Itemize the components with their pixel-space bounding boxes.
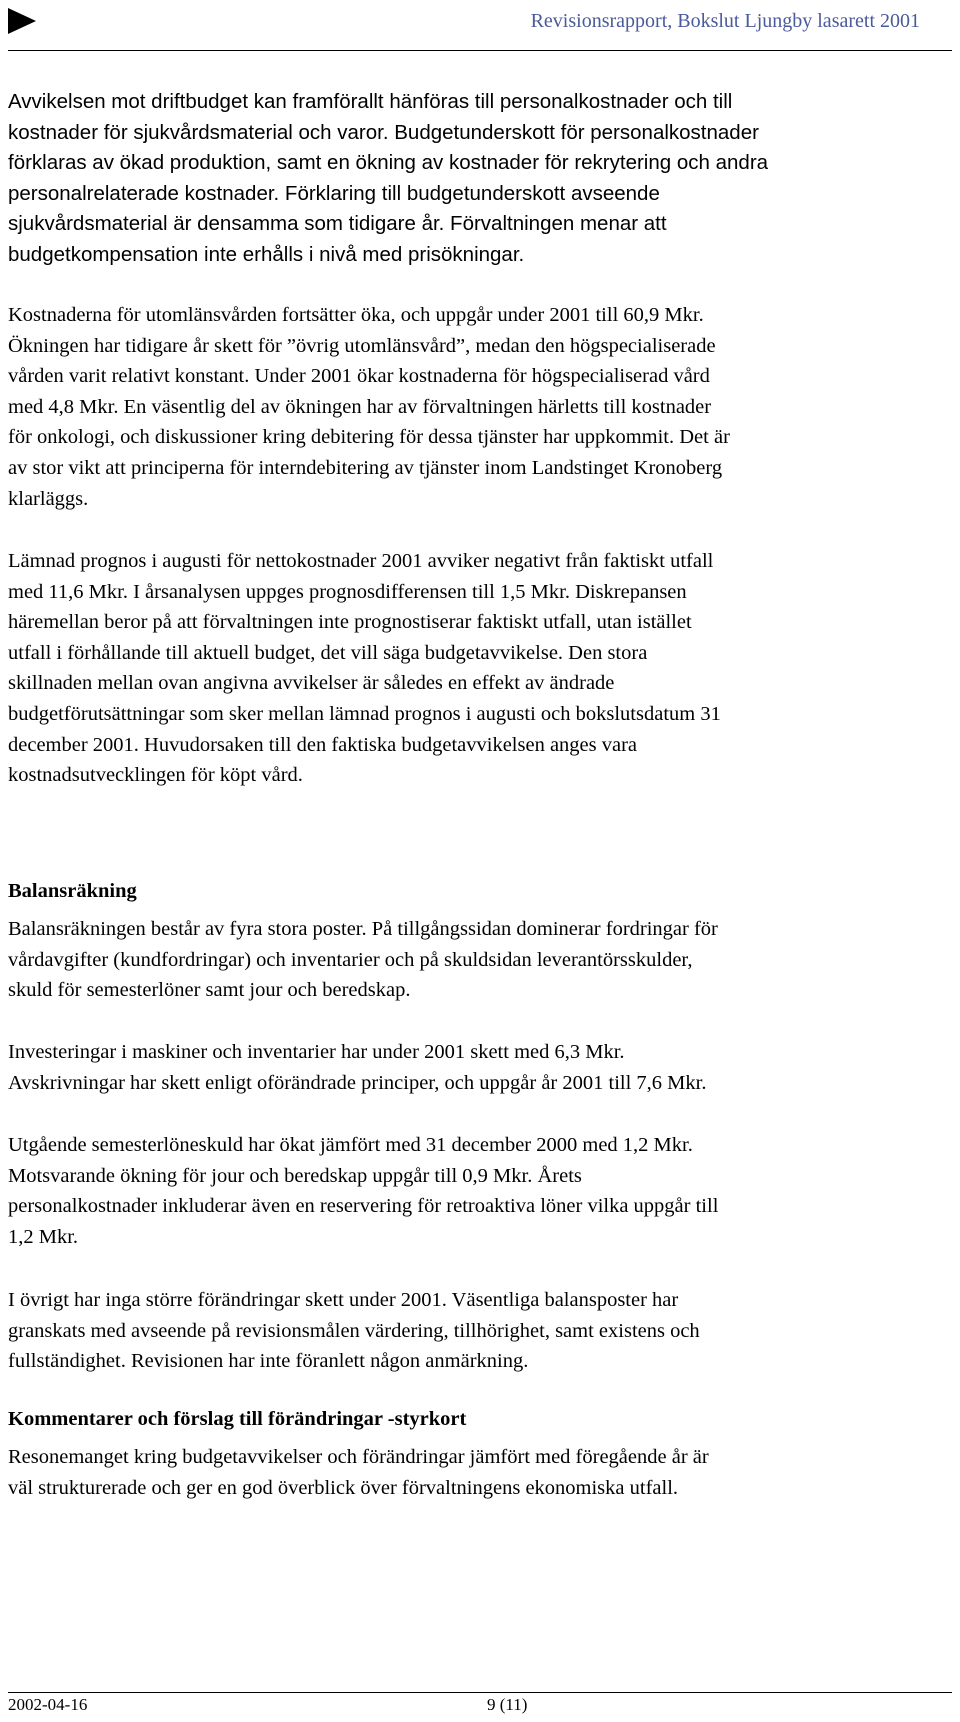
heading-comments: Kommentarer och förslag till förändringar -styrkort	[8, 1408, 467, 1430]
paragraph-forecast	[8, 546, 956, 791]
text-line: vårdavgifter (kundfordringar) och inventarier och på skuldsidan leverantörsskulder,	[8, 948, 693, 971]
text-line: förklaras av ökad produktion, samt en ökning av kostnader för rekrytering och andra	[8, 151, 769, 175]
text-line: budgetkompensation inte erhålls i nivå med prisökningar.	[8, 242, 525, 266]
text-line: klarläggs.	[8, 487, 89, 510]
text-line: skuld för semesterlöner samt jour och beredskap.	[8, 979, 411, 1002]
footer-divider	[8, 1692, 952, 1693]
text-line: Investeringar i maskiner och inventarier har under 2001 skett med 6,3 Mkr.	[8, 1041, 625, 1063]
page-header	[0, 0, 960, 52]
text-line: med 4,8 Mkr. En väsentlig del av ökningen har av förvaltningen härletts till kostnader	[8, 395, 712, 418]
heading-balance-sheet: Balansräkning	[8, 880, 137, 902]
paragraph-comments	[8, 1442, 956, 1503]
text-line: Balansräkningen består av fyra stora poster. På tillgångssidan dominerar fordringar för	[8, 918, 718, 940]
text-line: av stor vikt att principerna för interndebitering av tjänster inom Landstinget Kronoberg	[8, 456, 723, 479]
text-line: Resonemanget kring budgetavvikelser och förändringar jämfört med föregående år är	[8, 1446, 709, 1468]
text-line: 1,2 Mkr.	[8, 1225, 79, 1248]
text-line: personalrelaterade kostnader. Förklaring till budgetunderskott avseende	[8, 181, 660, 205]
text-line: Avskrivningar har skett enligt oförändrade principer, och uppgår år 2001 till 7,6 Mkr.	[8, 1071, 707, 1094]
text-line: kostnader för sjukvårdsmaterial och varor. Budgetunderskott för personalkostnader	[8, 120, 759, 144]
text-line: personalkostnader inkluderar även en reservering för retroaktiva löner vilka uppgår till	[8, 1195, 719, 1218]
text-line: skillnaden mellan ovan angivna avvikelser är således en effekt av ändrade	[8, 672, 615, 695]
text-line: vården varit relativt konstant. Under 2001 ökar kostnaderna för högspecialiserad vård	[8, 365, 710, 388]
text-line: kostnadsutvecklingen för köpt vård.	[8, 764, 303, 787]
paragraph-out-of-county-care	[8, 300, 956, 514]
text-line: väl strukturerade och ger en god överblick över förvaltningens ekonomiska utfall.	[8, 1476, 679, 1499]
text-line: budgetförutsättningar som sker mellan lämnad prognos i augusti och bokslutsdatum 31	[8, 702, 721, 725]
text-line: Motsvarande ökning för jour och beredskap uppgår till 0,9 Mkr. Årets	[8, 1164, 582, 1187]
footer-page-number: 9 (11)	[487, 1695, 528, 1714]
text-line: Lämnad prognos i augusti för nettokostnader 2001 avviker negativt från faktiskt utfall	[8, 550, 714, 572]
text-line: med 11,6 Mkr. I årsanalysen uppges prognosdifferensen till 1,5 Mkr. Diskrepansen	[8, 580, 687, 603]
text-line: I övrigt har inga större förändringar skett under 2001. Väsentliga balansposter har	[8, 1289, 679, 1311]
footer-date: 2002-04-16	[8, 1695, 88, 1714]
text-line: december 2001. Huvudorsaken till den faktiska budgetavvikelsen anges vara	[8, 733, 638, 756]
paragraph-budget-deviation	[8, 87, 956, 271]
text-line: häremellan beror på att förvaltningen inte prognostiserar faktiskt utfall, utan istället	[8, 611, 692, 634]
text-line: sjukvårdsmaterial är densamma som tidigare år. Förvaltningen menar att	[8, 212, 667, 236]
paragraph-vacation-liability	[8, 1130, 956, 1252]
text-line: utfall i förhållande till aktuell budget, det vill säga budgetavvikelse. Den stora	[8, 641, 648, 664]
text-line: fullständighet. Revisionen har inte föranlett någon anmärkning.	[8, 1350, 529, 1373]
text-line: för onkologi, och diskussioner kring debitering för dessa tjänster har uppkommit. Det är	[8, 426, 730, 449]
text-line: Kostnaderna för utomlänsvården fortsätter öka, och uppgår under 2001 till 60,9 Mkr.	[8, 304, 704, 326]
header-divider	[8, 50, 952, 51]
text-line: Avvikelsen mot driftbudget kan framförallt hänföras till personalkostnader och till	[8, 90, 733, 113]
text-line: Ökningen har tidigare år skett för ”övrig utomlänsvård”, medan den högspecialiserade	[8, 334, 716, 357]
header-title: Revisionsrapport, Bokslut Ljungby lasarett 2001	[530, 10, 920, 32]
play-arrow-icon	[8, 8, 36, 34]
paragraph-investments	[8, 1037, 956, 1098]
text-line: granskats med avseende på revisionsmålen värdering, tillhörighet, samt existens och	[8, 1319, 700, 1342]
paragraph-balance-overview	[8, 914, 956, 1006]
paragraph-other-changes	[8, 1285, 956, 1377]
text-line: Utgående semesterlöneskuld har ökat jämfört med 31 december 2000 med 1,2 Mkr.	[8, 1134, 693, 1156]
